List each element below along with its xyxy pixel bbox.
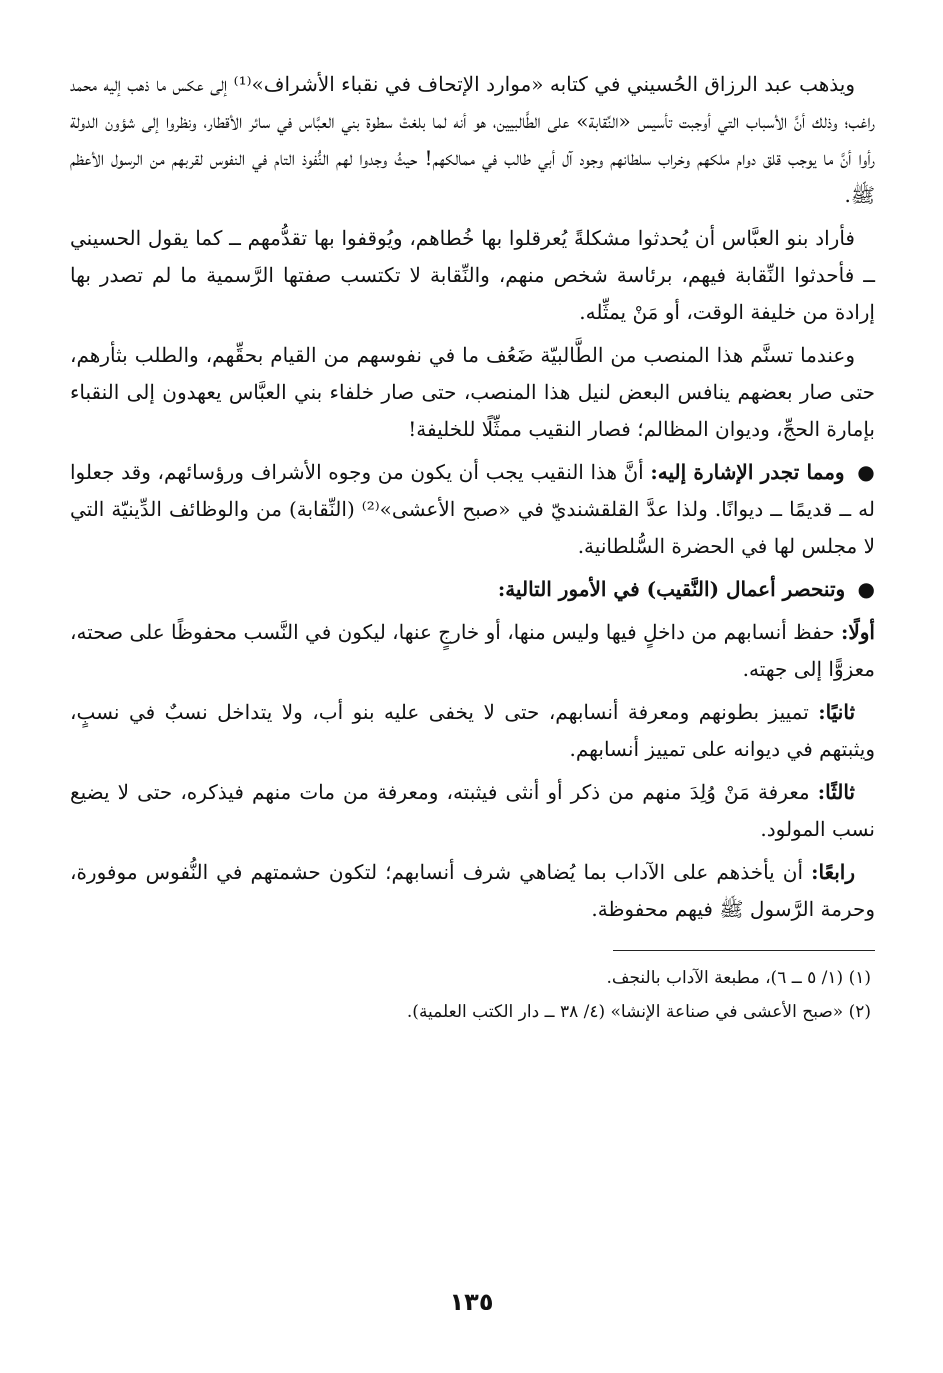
duty-text: تمييز بطونهم ومعرفة أنسابهم، حتى لا يخفى عليه بنو أب، ولا يتداخل نسبٌ في نسبٍ، ويثبتهم في ديوانه على تمييز أنسابهم.: [70, 700, 875, 761]
bullet-icon: ●: [857, 460, 876, 484]
note-text: أنَّ هذا النقيب يجب أن يكون من وجوه الأشراف ورؤسائهم، وقد جعلوا له ــ قديمًا ــ ديوانًا. ولذا عدَّ القلقشنديّ في «صبح الأعشى»⁽²⁾ (النِّقابة) من والوظائف الدِّينيّة التي لا مجلس لها في الحضرة السُّلطانية.: [70, 460, 875, 558]
duty-text: معرفة مَنْ وُلِدَ منهم من ذكر أو أنثى فيثبته، ومعرفة من مات منهم فيذكره، حتى لا يضيع نسب المولود.: [70, 780, 875, 841]
duty-text: أن يأخذهم على الآداب بما يُضاهي شرف أنسابهم؛ لتكون حشمتهم في النُّفوس موفورة، وحرمة الرَّسول ﷺ فيهم محفوظة.: [70, 860, 875, 921]
duty-item-4: [70, 854, 875, 928]
duty-label: ثالثًا:: [817, 780, 855, 804]
duty-label: رابعًا:: [811, 860, 855, 884]
note-lead: ومما تجدر الإشارة إليه:: [650, 460, 845, 484]
paragraph-2: فأراد بنو العبَّاس أن يُحدثوا مشكلةً يُعرقلوا بها خُطاهم، ويُوقفوا بها تقدُّمهم ــ كما يقول الحسيني ــ فأحدثوا النِّقابة فيهم، برئاسة شخص منهم، والنِّقابة لا تكتسب صفتها الرَّسمية ما لم تصدر بها إرادة من خليفة الوقت، أو مَنْ يمثِّله.: [70, 226, 875, 324]
duty-label: أولًا:: [840, 620, 875, 644]
page-number: ١٣٥: [449, 1288, 494, 1316]
duty-item-1: [70, 614, 875, 688]
duties-heading: [70, 571, 875, 608]
duty-label: ثانيًا:: [818, 700, 856, 724]
footnotes: [70, 961, 871, 1029]
duty-text: حفظ أنسابهم من داخلٍ فيها وليس منها، أو خارجٍ عنها، ليكون في النَّسب محفوظًا على صحته، معزوًّا إلى جهته.: [70, 620, 875, 681]
duty-item-2: [70, 694, 875, 768]
main-text: [70, 66, 875, 928]
footnote-1: (١) (١/ ٥ ــ ٦)، مطبعة الآداب بالنجف.: [606, 968, 871, 988]
footnote-2: (٢) «صبح الأعشى في صناعة الإنشا» (٤/ ٣٨ ــ دار الكتب العلمية).: [406, 1002, 871, 1022]
footnote-separator: [613, 950, 875, 951]
bullet-icon: ●: [857, 577, 875, 601]
duties-heading-text: وتنحصر أعمال (النَّقيب) في الأمور التالية:: [497, 577, 846, 601]
paragraph-1: ويذهب عبد الرزاق الحُسيني في كتابه «موارد الإتحاف في نقباء الأشراف»⁽¹⁾ إلى عكس ما ذهب إليه محمد راغب؛ وذلك أنَّ الأسباب التي أوجبت تأسيس «النِّقابة» على الطَّالبيين، هو أنه لما بلغتْ سطوة بني العبَّاس في سائر الأقطار، ونظروا إلى شؤون الدولة رأوا أنَّ ما يوجب قلق دوام ملكهم وخراب سلطانهم وجود آل أبي طالب في ممالكهم! حيثُ وجدوا لهم النُّفوذ التام في النفوس لقربهم من الرسول الأعظم ﷺ.: [70, 72, 875, 207]
footnote-separator-wrap: [70, 934, 875, 961]
duty-item-3: [70, 774, 875, 848]
note-paragraph: [70, 454, 875, 565]
paragraph-3: وعندما تسنَّم هذا المنصب من الطَّالبيّة ضَعُف ما في نفوسهم من القيام بحقِّهم، والطلب بثأرهم، حتى صار بعضهم ينافس البعض لنيل هذا المنصب، حتى صار خلفاء بني العبَّاس يعهدون إلى النقباء بإمارة الحجِّ، وديوان المظالم؛ فصار النقيب ممثِّلًا للخليفة!: [70, 343, 875, 441]
